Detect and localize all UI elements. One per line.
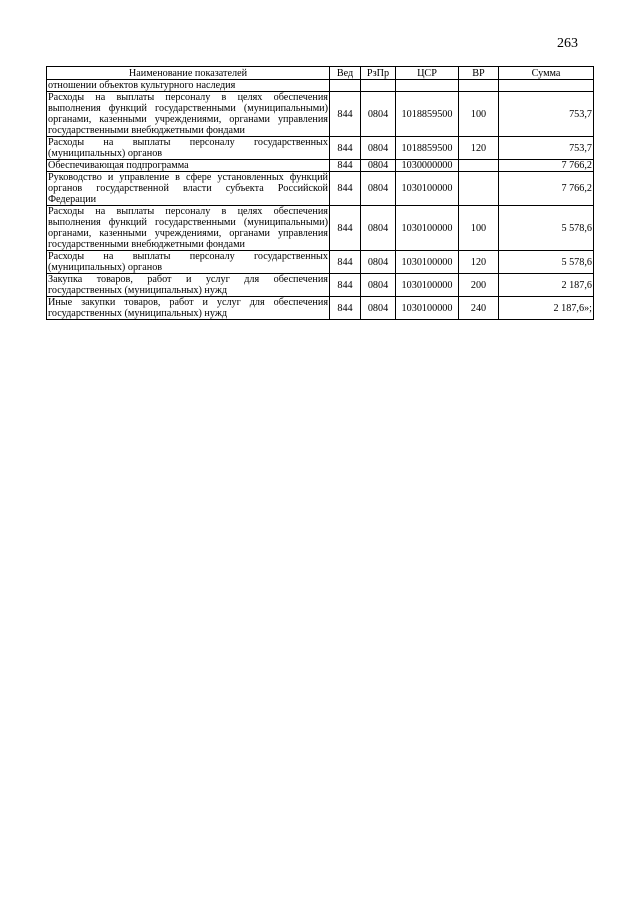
cell-csr: 1030100000 [396, 206, 459, 251]
cell-csr: 1030100000 [396, 274, 459, 297]
cell-csr [396, 80, 459, 92]
cell-vr [459, 160, 499, 172]
cell-sum: 7 766,2 [499, 172, 594, 206]
cell-vr [459, 80, 499, 92]
cell-rzpr: 0804 [361, 160, 396, 172]
budget-table [46, 66, 594, 320]
cell-sum: 2 187,6»; [499, 297, 594, 320]
cell-name: Иные закупки товаров, работ и услуг для обеспечения государственных (муниципальных) нужд [48, 297, 328, 319]
header-csr: ЦСР [396, 67, 459, 80]
cell-ved [330, 80, 361, 92]
cell-sum: 5 578,6 [499, 206, 594, 251]
cell-name: Расходы на выплаты персоналу государственных (муниципальных) органов [48, 137, 328, 159]
page-number: 263 [557, 36, 578, 51]
cell-ved: 844 [330, 137, 361, 160]
cell-name: Закупка товаров, работ и услуг для обеспечения государственных (муниципальных) нужд [48, 274, 328, 296]
header-name: Наименование показателей [47, 67, 330, 80]
cell-vr: 120 [459, 251, 499, 274]
cell-ved: 844 [330, 172, 361, 206]
header-vr: ВР [459, 67, 499, 80]
cell-name: Расходы на выплаты персоналу в целях обеспечения выполнения функций государственными (муниципальными) органами, казенными учреждениями, органами управления государственными внебюджетными фондами [48, 206, 328, 250]
cell-sum: 753,7 [499, 92, 594, 137]
header-sum: Сумма [499, 67, 594, 80]
cell-ved: 844 [330, 92, 361, 137]
cell-csr: 1030100000 [396, 251, 459, 274]
cell-ved: 844 [330, 206, 361, 251]
cell-vr: 240 [459, 297, 499, 320]
cell-ved: 844 [330, 297, 361, 320]
cell-vr: 200 [459, 274, 499, 297]
cell-vr: 100 [459, 206, 499, 251]
cell-rzpr: 0804 [361, 92, 396, 137]
cell-rzpr: 0804 [361, 137, 396, 160]
header-rzpr: РзПр [361, 67, 396, 80]
cell-rzpr: 0804 [361, 172, 396, 206]
cell-sum [499, 80, 594, 92]
table-row [47, 137, 594, 160]
cell-csr: 1030100000 [396, 297, 459, 320]
cell-csr: 1018859500 [396, 92, 459, 137]
table-row [47, 172, 594, 206]
cell-name: Расходы на выплаты персоналу государственных (муниципальных) органов [48, 251, 328, 273]
cell-ved: 844 [330, 274, 361, 297]
table-row [47, 274, 594, 297]
table-row [47, 297, 594, 320]
cell-sum: 753,7 [499, 137, 594, 160]
cell-csr: 1030100000 [396, 172, 459, 206]
cell-vr [459, 172, 499, 206]
cell-rzpr: 0804 [361, 251, 396, 274]
cell-csr: 1018859500 [396, 137, 459, 160]
cell-vr: 120 [459, 137, 499, 160]
cell-rzpr: 0804 [361, 206, 396, 251]
cell-name: отношении объектов культурного наследия [47, 80, 330, 92]
cell-vr: 100 [459, 92, 499, 137]
table-row [47, 206, 594, 251]
cell-sum: 5 578,6 [499, 251, 594, 274]
cell-sum: 2 187,6 [499, 274, 594, 297]
table-row [47, 251, 594, 274]
cell-ved: 844 [330, 251, 361, 274]
cell-ved: 844 [330, 160, 361, 172]
cell-sum: 7 766,2 [499, 160, 594, 172]
cell-rzpr: 0804 [361, 274, 396, 297]
cell-name: Расходы на выплаты персоналу в целях обеспечения выполнения функций государственными (муниципальными) органами, казенными учреждениями, органами управления государственными внебюджетными фондами [48, 92, 328, 136]
table-row [47, 160, 594, 172]
cell-rzpr: 0804 [361, 297, 396, 320]
table-row [47, 92, 594, 137]
cell-name: Руководство и управление в сфере установленных функций органов государственной власти субъекта Российской Федерации [48, 172, 328, 205]
table-header-row [47, 67, 594, 80]
cell-csr: 1030000000 [396, 160, 459, 172]
cell-rzpr [361, 80, 396, 92]
cell-name: Обеспечивающая подпрограмма [47, 160, 330, 172]
header-ved: Вед [330, 67, 361, 80]
table-row [47, 80, 594, 92]
